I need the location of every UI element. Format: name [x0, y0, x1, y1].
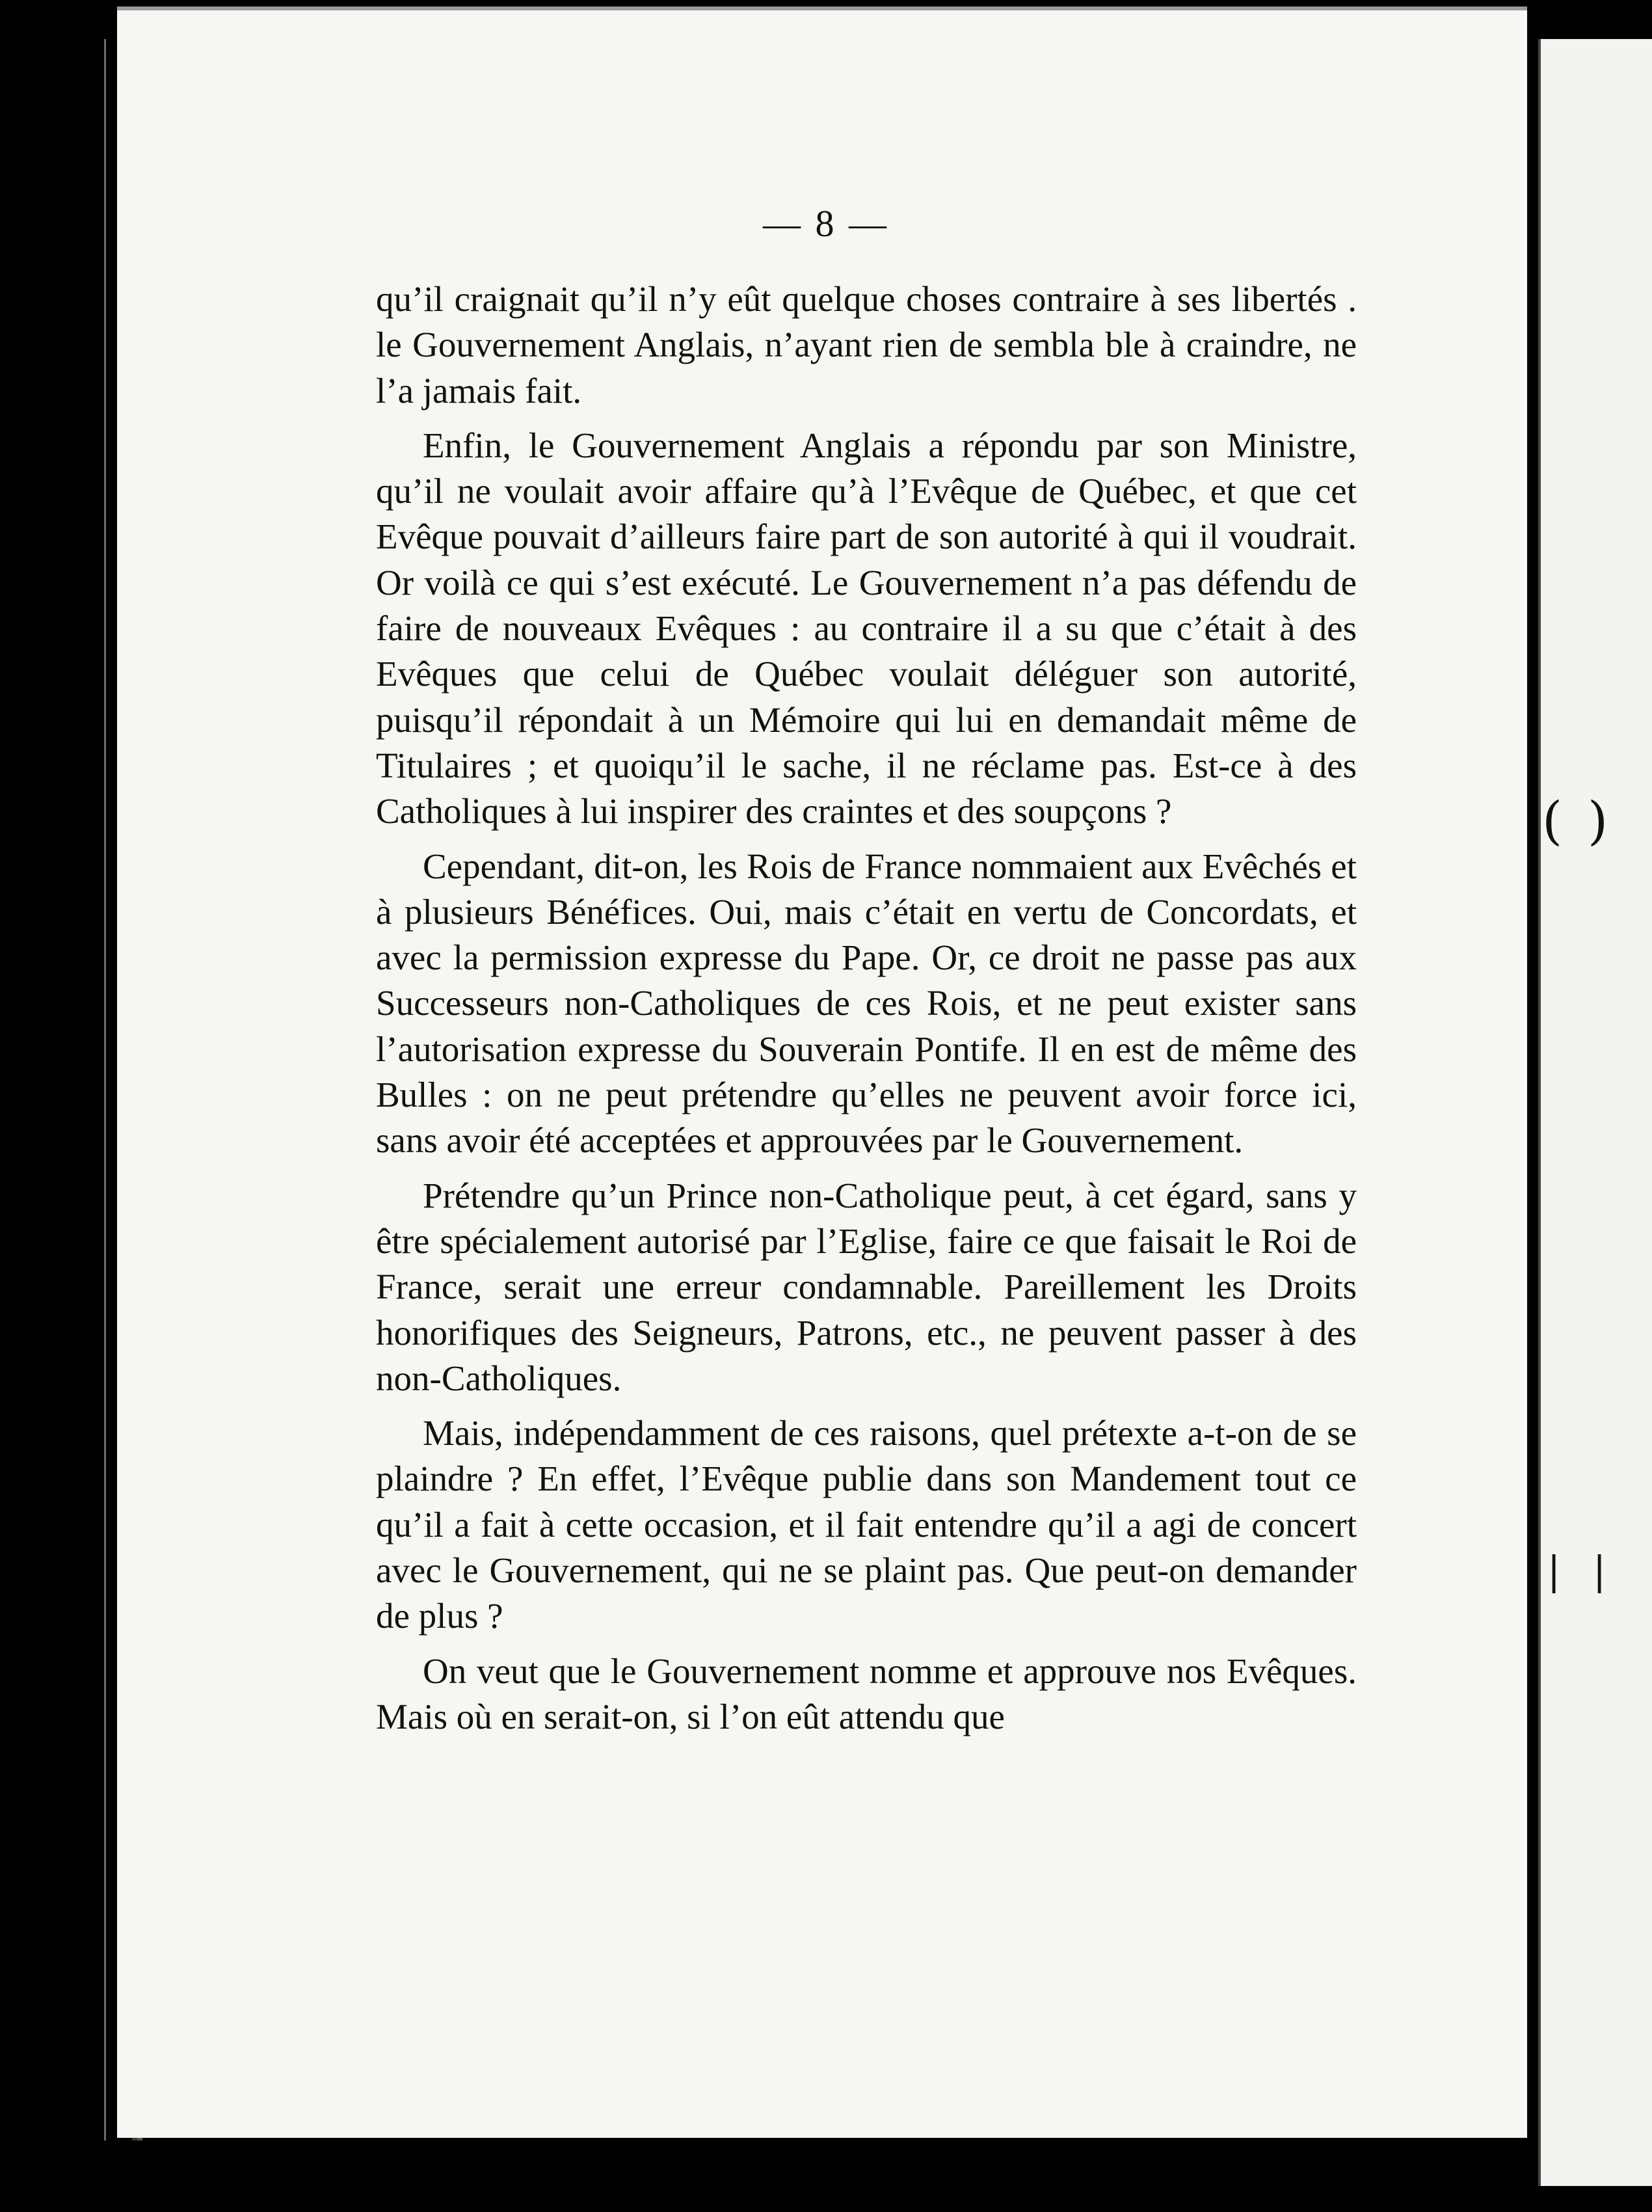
- paragraph-3: Cependant, dit-on, les Rois de France nommaient aux Evêchés et à plusieurs Bénéfices. Oui, mais c’était en vertu de Concordats, et avec la permission expresse du Pape. Or, ce droit ne passe pas aux Successeurs non-Catholiques de ces Rois, et ne peut exister sans l’autorisation expresse du Souverain Pontife. Il en est de même des Bulles : on ne peut prétendre qu’elles ne peuvent avoir force ici, sans avoir été acceptées et approuvées par le Gouvernement.: [376, 846, 1357, 1161]
- margin-tick-icon: |: [1593, 1548, 1606, 1594]
- paragraph-4: Prétendre qu’un Prince non-Catholique peut, à cet égard, sans y être spécialement autorisé par l’Eglise, faire ce que faisait le Roi de France, serait une erreur condamnable. Pareillement les Droits honorifiques des Seigneurs, Patrons, etc., ne peuvent passer à des non-Catholiques.: [376, 1175, 1357, 1398]
- facing-page-edge: [1538, 39, 1652, 2186]
- margin-paren-open-icon: (: [1542, 790, 1563, 851]
- margin-tick-icon: |: [1547, 1548, 1561, 1594]
- paragraph-2: Enfin, le Gouvernement Anglais a répondu par son Ministre, qu’il ne voulait avoir affaire qu’à l’Evêque de Québec, et que cet Evêque pouvait d’ailleurs faire part de son autorité à qui il voudrait. Or voilà ce qui s’est exécuté. Le Gouvernement n’a pas défendu de faire de nouveaux Evêques : au contraire il a su que c’était à des Evêques que celui de Québec voulait déléguer son autorité, puisqu’il répondait à un Mémoire qui lui en demandait même de Titulaires ; et quoiqu’il le sache, il ne réclame pas. Est-ce à des Catholiques à lui inspirer des craintes et des soupçons ?: [376, 425, 1357, 831]
- paragraph-1: qu’il craignait qu’il n’y eût quelque choses contraire à ses libertés . le Gouvernement Anglais, n’ayant rien de sembla ble à craindre, ne l’a jamais fait.: [376, 279, 1357, 411]
- body-text: [376, 276, 1357, 1740]
- page-number: — 8 —: [763, 202, 889, 245]
- paragraph-6: On veut que le Gouvernement nomme et approuve nos Evêques. Mais où en serait-on, si l’on eût attendu que: [376, 1651, 1357, 1736]
- margin-paren-close-icon: ): [1588, 790, 1608, 851]
- paragraph-5: Mais, indépendamment de ces raisons, quel prétexte a-t-on de se plaindre ? En effet, l’Evêque publie dans son Mandement tout ce qu’il a fait à cette occasion, et il fait entendre qu’il a agi de concert avec le Gouvernement, qui ne se plaint pas. Que peut-on demander de plus ?: [376, 1413, 1357, 1636]
